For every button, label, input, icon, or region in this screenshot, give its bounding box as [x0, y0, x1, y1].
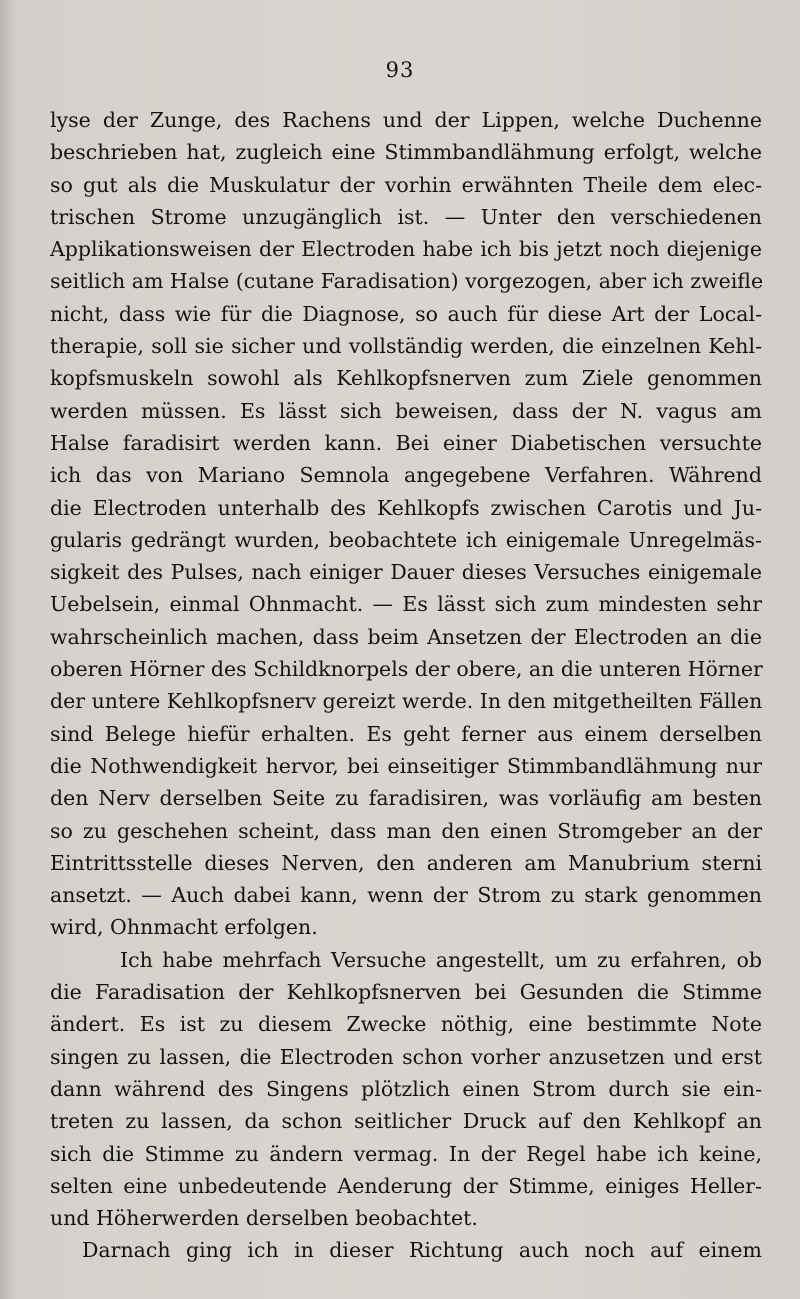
- text-line: werden müssen. Es lässt sich beweisen, dass der N. vagus am: [50, 398, 762, 423]
- text-line: so gut als die Muskulatur der vorhin erwähnten Theile dem elec-: [50, 172, 762, 197]
- text-line: Applikationsweisen der Electroden habe ich bis jetzt noch diejenige: [50, 237, 762, 262]
- text-line: die Nothwendigkeit hervor, bei einseitiger Stimmbandlähmung nur: [50, 753, 762, 778]
- text-line: dann während des Singens plötzlich einen Strom durch sie ein-: [50, 1076, 762, 1101]
- text-line: selten eine unbedeutende Aenderung der Stimme, einiges Heller-: [50, 1173, 762, 1198]
- text-line: treten zu lassen, da schon seitlicher Druck auf den Kehlkopf an: [50, 1109, 762, 1134]
- text-line: gularis gedrängt wurden, beobachtete ich einigemale Unregelmäs-: [50, 527, 762, 552]
- text-line: singen zu lassen, die Electroden schon vorher anzusetzen und erst: [50, 1044, 762, 1069]
- body-text: [50, 104, 762, 1267]
- text-line: Uebelsein, einmal Ohnmacht. — Es lässt sich zum mindesten sehr: [50, 592, 762, 617]
- paragraph-end-line: wird, Ohnmacht erfolgen.: [50, 915, 318, 940]
- page-number: 93: [385, 58, 415, 82]
- paragraph-start-line: Darnach ging ich in dieser Richtung auch noch auf einem: [82, 1238, 762, 1263]
- text-line: sind Belege hiefür erhalten. Es geht ferner aus einem derselben: [50, 721, 762, 746]
- text-line: Halse faradisirt werden kann. Bei einer Diabetischen versuchte: [50, 430, 762, 455]
- text-line: sigkeit des Pulses, nach einiger Dauer dieses Versuches einigemale: [50, 560, 762, 585]
- text-line: lyse der Zunge, des Rachens und der Lippen, welche Duchenne: [50, 108, 762, 132]
- text-line: die Faradisation der Kehlkopfsnerven bei Gesunden die Stimme: [50, 980, 762, 1005]
- text-line: therapie, soll sie sicher und vollständig werden, die einzelnen Kehl-: [50, 334, 762, 359]
- text-line: beschrieben hat, zugleich eine Stimmbandlähmung erfolgt, welche: [50, 140, 762, 165]
- paragraph-end-line: und Höherwerden derselben beobachtet.: [50, 1206, 478, 1231]
- text-line: sich die Stimme zu ändern vermag. In der Regel habe ich keine,: [50, 1141, 762, 1166]
- text-line: der untere Kehlkopfsnerv gereizt werde. In den mitgetheilten Fällen: [50, 689, 763, 714]
- text-line: seitlich am Halse (cutane Faradisation) vorgezogen, aber ich zweifle: [50, 269, 764, 294]
- text-line: den Nerv derselben Seite zu faradisiren, was vorläufig am besten: [50, 786, 762, 811]
- text-line: oberen Hörner des Schildknorpels der obere, an die unteren Hörner: [50, 657, 763, 682]
- text-line: ansetzt. — Auch dabei kann, wenn der Strom zu stark genommen: [50, 883, 762, 908]
- text-line: so zu geschehen scheint, dass man den einen Stromgeber an der: [50, 818, 762, 843]
- text-line: ich das von Mariano Semnola angegebene Verfahren. Während: [50, 463, 762, 488]
- text-line: trischen Strome unzugänglich ist. — Unter den verschiedenen: [50, 204, 762, 229]
- text-line: wahrscheinlich machen, dass beim Ansetzen der Electroden an die: [50, 624, 762, 649]
- paragraph-start-line: Ich habe mehrfach Versuche angestellt, um zu erfahren, ob: [120, 947, 762, 972]
- text-line: Eintrittsstelle dieses Nerven, den anderen am Manubrium sterni: [50, 850, 762, 875]
- text-line: ändert. Es ist zu diesem Zwecke nöthig, eine bestimmte Note: [50, 1012, 762, 1037]
- text-line: kopfsmuskeln sowohl als Kehlkopfsnerven zum Ziele genommen: [50, 366, 762, 391]
- text-line: nicht, dass wie für die Diagnose, so auch für diese Art der Local-: [50, 301, 762, 326]
- text-line: die Electroden unterhalb des Kehlkopfs zwischen Carotis und Ju-: [50, 495, 762, 520]
